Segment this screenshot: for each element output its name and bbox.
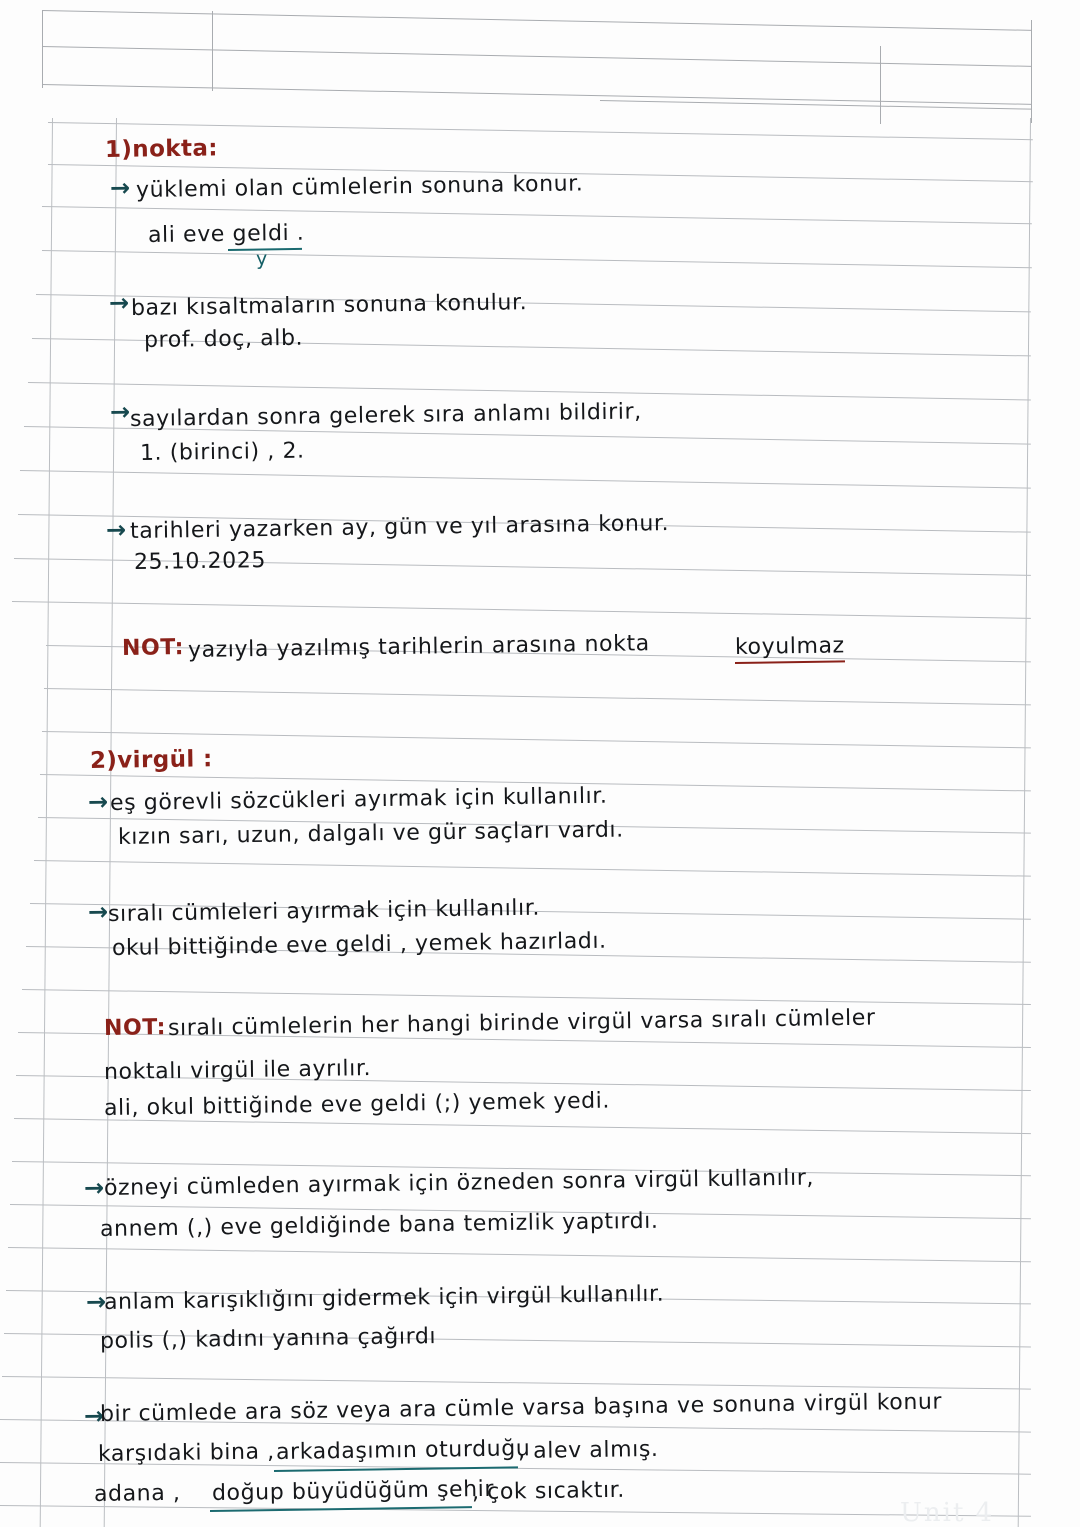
example-text: 1. (birinci) , 2. [139, 438, 305, 466]
table-col-right [1031, 20, 1032, 123]
rule-text: anlam karışıklığını gidermek için virgül kullanılır. [103, 1281, 665, 1315]
table-border-top [42, 10, 1032, 31]
example-text-part: karşıdaki bina , [97, 1439, 276, 1467]
note-underline [735, 660, 845, 664]
note-label: NOT: [121, 635, 185, 661]
page-watermark: Unit 4 [900, 1498, 995, 1527]
bullet-arrow-icon: → [109, 173, 131, 202]
rule-text: yüklemi olan cümlelerin sonuna konur. [135, 171, 584, 203]
example-text: annem (,) eve geldiğinde bana temizlik yaptırdı. [99, 1208, 659, 1242]
section-2-heading: 2)virgül : [89, 746, 213, 774]
example-text-part: adana , [93, 1480, 181, 1507]
rule-text: özneyi cümleden ayırmak için özneden sonra virgül kullanılır, [103, 1165, 815, 1201]
bullet-arrow-icon: → [85, 1287, 107, 1316]
example-text-underlined: arkadaşımın oturduğu [275, 1436, 531, 1465]
example-text-part: , alev almış. [517, 1436, 659, 1464]
bullet-arrow-icon: → [109, 397, 131, 426]
bullet-arrow-icon: → [87, 897, 109, 926]
rule-text: sıralı cümleleri ayırmak için kullanılır. [107, 895, 541, 927]
bullet-arrow-icon: → [108, 288, 130, 317]
table-row-divider [42, 46, 1032, 67]
table-col-1 [212, 11, 213, 91]
example-text-part: , çok sıcaktır. [471, 1477, 626, 1505]
example-text: okul bittiğinde eve geldi , yemek hazırladı. [111, 928, 607, 961]
table-col-left [42, 10, 43, 88]
rule-text: bir cümlede ara söz veya ara cümle varsa başına ve sonuna virgül konur [99, 1389, 943, 1427]
note-example-text: ali, okul bittiğinde eve geldi (;) yemek yedi. [103, 1088, 611, 1121]
predicate-annotation: y [255, 247, 269, 270]
example-text: ali eve geldi . [147, 220, 305, 248]
example-underline [210, 1506, 472, 1512]
example-text: 25.10.2025 [133, 548, 267, 575]
table-col-2 [880, 46, 881, 124]
page-left-edge [40, 118, 53, 1527]
rule-text: eş görevli sözcükleri ayırmak için kullanılır. [109, 783, 608, 816]
bullet-arrow-icon: → [83, 1173, 105, 1202]
rule-text: tarihleri yazarken ay, gün ve yıl arasına konur. [129, 511, 670, 544]
table-border-bottom-right [600, 100, 1032, 110]
example-underline [274, 1466, 518, 1472]
note-text: sıralı cümlelerin her hangi birinde virgül varsa sıralı cümleler [167, 1005, 876, 1041]
page-right-edge [1018, 118, 1031, 1527]
example-text: kızın sarı, uzun, dalgalı ve gür saçları vardı. [117, 817, 624, 850]
note-text: yazıyla yazılmış tarihlerin arasına nokta [187, 631, 650, 663]
rule-text: sayılardan sonra gelerek sıra anlamı bildirir, [129, 399, 642, 432]
example-text-underlined: doğup büyüdüğüm şehir [211, 1476, 495, 1506]
note-text-underlined: koyulmaz [734, 633, 845, 660]
example-text: polis (,) kadını yanına çağırdı [99, 1324, 437, 1354]
bullet-arrow-icon: → [87, 787, 109, 816]
note-text: noktalı virgül ile ayrılır. [103, 1056, 372, 1085]
example-text: prof. doç, alb. [143, 325, 304, 353]
note-label: NOT: [103, 1015, 167, 1041]
table-border-bottom [42, 84, 1032, 105]
bullet-arrow-icon: → [105, 515, 127, 544]
rule-text: bazı kısaltmaların sonuna konulur. [130, 290, 528, 321]
section-1-heading: 1)nokta: [104, 135, 219, 163]
bullet-arrow-icon: → [83, 1401, 105, 1430]
